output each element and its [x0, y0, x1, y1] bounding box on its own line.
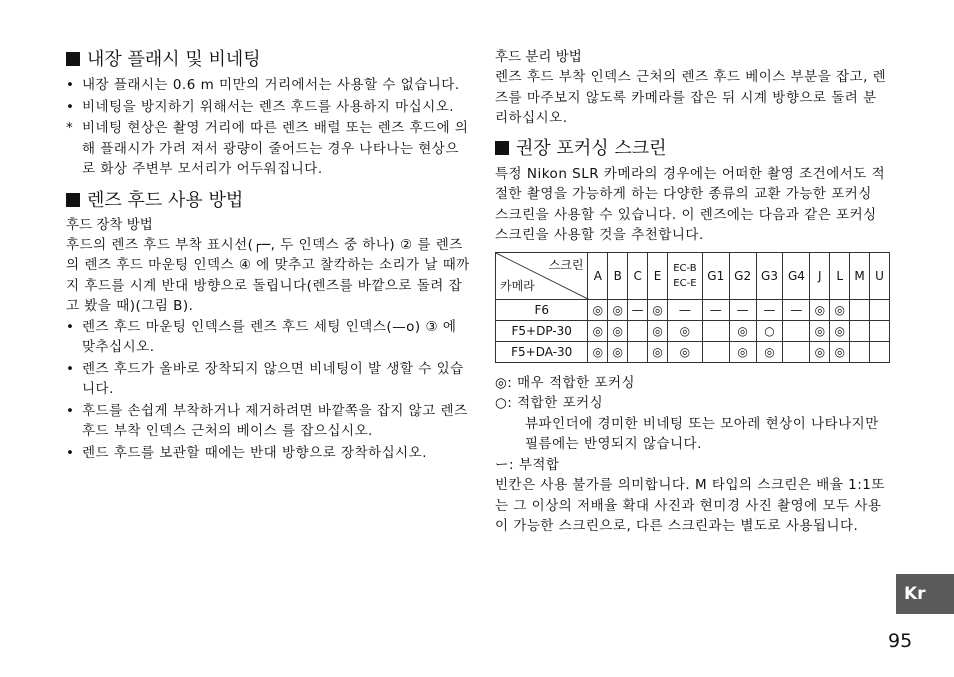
hood-notes-list	[66, 317, 471, 464]
table-header-cell: J	[810, 252, 830, 299]
table-cell: ◎	[588, 341, 608, 362]
square-bullet-icon	[495, 141, 509, 155]
table-cell: ◎	[608, 299, 628, 320]
table-header-cell: G2	[729, 252, 756, 299]
table-header-cell: L	[830, 252, 850, 299]
table-cell: ◎	[648, 299, 668, 320]
list-item: • 비네팅을 방지하기 위해서는 렌즈 후드를 사용하지 마십시오.	[66, 98, 455, 115]
table-corner-cell: 스크린 카메라	[496, 252, 588, 299]
table-cell: ◎	[588, 320, 608, 341]
legend-good: ○: 적합한 포커싱	[495, 395, 604, 411]
table-cell: —	[729, 299, 756, 320]
table-header-cell: C	[628, 252, 648, 299]
table-legend	[495, 373, 890, 537]
legend-excellent: ◎: 매우 적합한 포커싱	[495, 374, 636, 391]
table-cell	[850, 320, 870, 341]
table-cell: ◎	[648, 320, 668, 341]
table-header-cell: G3	[756, 252, 783, 299]
section-heading-focusing-screens: 권장 포커싱 스크린	[495, 137, 890, 161]
focusing-screen-table	[495, 252, 890, 363]
list-item: • 후드를 손쉽게 부착하거나 제거하려면 바깥쪽을 잡지 않고 렌즈 후드 부착 인덱스 근처의 베이스 를 잡으십시오.	[66, 402, 468, 439]
table-row	[496, 299, 890, 320]
table-cell: ◎	[668, 320, 703, 341]
table-cell: ◎	[729, 320, 756, 341]
table-cell: ○	[756, 320, 783, 341]
table-cell: ◎	[608, 320, 628, 341]
table-row-label: F6	[496, 299, 588, 320]
table-row-label: F5+DP-30	[496, 320, 588, 341]
table-cell	[783, 320, 810, 341]
detach-hood-paragraph: 렌즈 후드 부착 인덱스 근처의 렌즈 후드 베이스 부분을 잡고, 렌즈를 마주보지 않도록 카메라를 잡은 뒤 시계 방향으로 돌려 분리하십시오.	[495, 69, 887, 126]
table-cell	[628, 341, 648, 362]
list-item: • 렌드 후드를 보관할 때에는 반대 방향으로 장착하십시오.	[66, 444, 427, 461]
table-cell	[702, 320, 729, 341]
table-cell: ◎	[810, 320, 830, 341]
table-cell: ◎	[588, 299, 608, 320]
subheading-detach-hood: 후드 분리 방법	[495, 49, 582, 65]
table-header-cell: U	[870, 252, 890, 299]
table-cell	[783, 341, 810, 362]
legend-unsuitable: ー: 부적합	[495, 456, 560, 473]
table-cell: ◎	[608, 341, 628, 362]
table-cell: —	[668, 299, 703, 320]
table-header-cell: M	[850, 252, 870, 299]
list-item: * 비네팅 현상은 촬영 거리에 따른 렌즈 배럴 또는 렌즈 후드에 의해 플래시가 가려 져서 광량이 줄어드는 경우 나타나는 현상으로 화상 주변부 모서리가 어두워집니다.	[66, 120, 469, 177]
table-cell: ◎	[756, 341, 783, 362]
table-row	[496, 341, 890, 362]
language-tab: Kr	[896, 574, 954, 614]
table-cell: ◎	[668, 341, 703, 362]
focusing-screens-paragraph: 특정 Nikon SLR 카메라의 경우에는 어떠한 촬영 조건에서도 적절한 촬영을 가능하게 하는 다양한 종류의 교환 가능한 포커싱 스크린을 사용할 수 있습니다. 이 렌즈에는 다음과 같은 포커싱 스크린을 사용할 것을 추천합니다.	[495, 165, 886, 243]
table-header-row	[496, 252, 890, 299]
list-item: • 렌즈 후드가 올바로 장착되지 않으면 비네팅이 발 생할 수 있습니다.	[66, 360, 464, 397]
table-cell: —	[702, 299, 729, 320]
table-row	[496, 320, 890, 341]
table-cell	[628, 320, 648, 341]
table-cell: —	[756, 299, 783, 320]
left-column	[66, 48, 471, 464]
right-column	[495, 48, 890, 537]
table-cell	[850, 299, 870, 320]
table-cell: —	[783, 299, 810, 320]
flash-notes-list	[66, 75, 471, 180]
table-cell: ◎	[810, 299, 830, 320]
square-bullet-icon	[66, 52, 80, 66]
subheading-attach-hood: 후드 장착 방법	[66, 216, 153, 233]
section-heading-flash-vignetting: 내장 플래시 및 비네팅	[66, 48, 471, 72]
legend-blank-note: 빈칸은 사용 불가를 의미합니다. M 타입의 스크린은 배율 1:1또는 그 이상의 저배율 확대 사진과 현미경 사진 촬영에 모두 사용이 가능한 스크린으로, 다른 스크린과는 별도로 사용됩니다.	[495, 477, 885, 534]
table-header-cell: G1	[702, 252, 729, 299]
table-cell: ◎	[729, 341, 756, 362]
table-cell: ◎	[830, 320, 850, 341]
table-cell	[870, 341, 890, 362]
square-bullet-icon	[66, 193, 80, 207]
table-cell: ◎	[830, 341, 850, 362]
table-cell	[850, 341, 870, 362]
table-cell: ◎	[648, 341, 668, 362]
table-header-cell: EC-B EC-E	[668, 252, 703, 299]
table-cell: ◎	[810, 341, 830, 362]
table-cell: —	[628, 299, 648, 320]
table-header-cell: A	[588, 252, 608, 299]
table-header-cell: E	[648, 252, 668, 299]
legend-good-note: 뷰파인더에 경미한 비네팅 또는 모아레 현상이 나타나지만 필름에는 반영되지 않습니다.	[525, 415, 879, 452]
attach-hood-paragraph: 후드의 렌즈 후드 부착 표시선(┌─, 두 인덱스 중 하나) ② 를 렌즈의 렌즈 후드 마운팅 인덱스 ④ 에 맞추고 찰칵하는 소리가 날 때까지 후드를 시계 반대 방향으로 돌립니다(렌즈를 바깥으로 돌려 잡 고 봤을 때)(그림 B).	[66, 236, 470, 314]
table-row-label: F5+DA-30	[496, 341, 588, 362]
table-header-cell: B	[608, 252, 628, 299]
table-cell	[702, 341, 729, 362]
table-header-cell: G4	[783, 252, 810, 299]
section-heading-lens-hood: 렌즈 후드 사용 방법	[66, 189, 471, 213]
list-item: • 내장 플래시는 0.6 m 미만의 거리에서는 사용할 수 없습니다.	[66, 77, 460, 93]
table-cell	[870, 320, 890, 341]
list-item: • 렌즈 후드 마운팅 인덱스를 렌즈 후드 세팅 인덱스(—o) ③ 에 맞추십시오.	[66, 318, 457, 355]
page-number: 95	[888, 630, 913, 652]
table-cell: ◎	[830, 299, 850, 320]
table-cell	[870, 299, 890, 320]
